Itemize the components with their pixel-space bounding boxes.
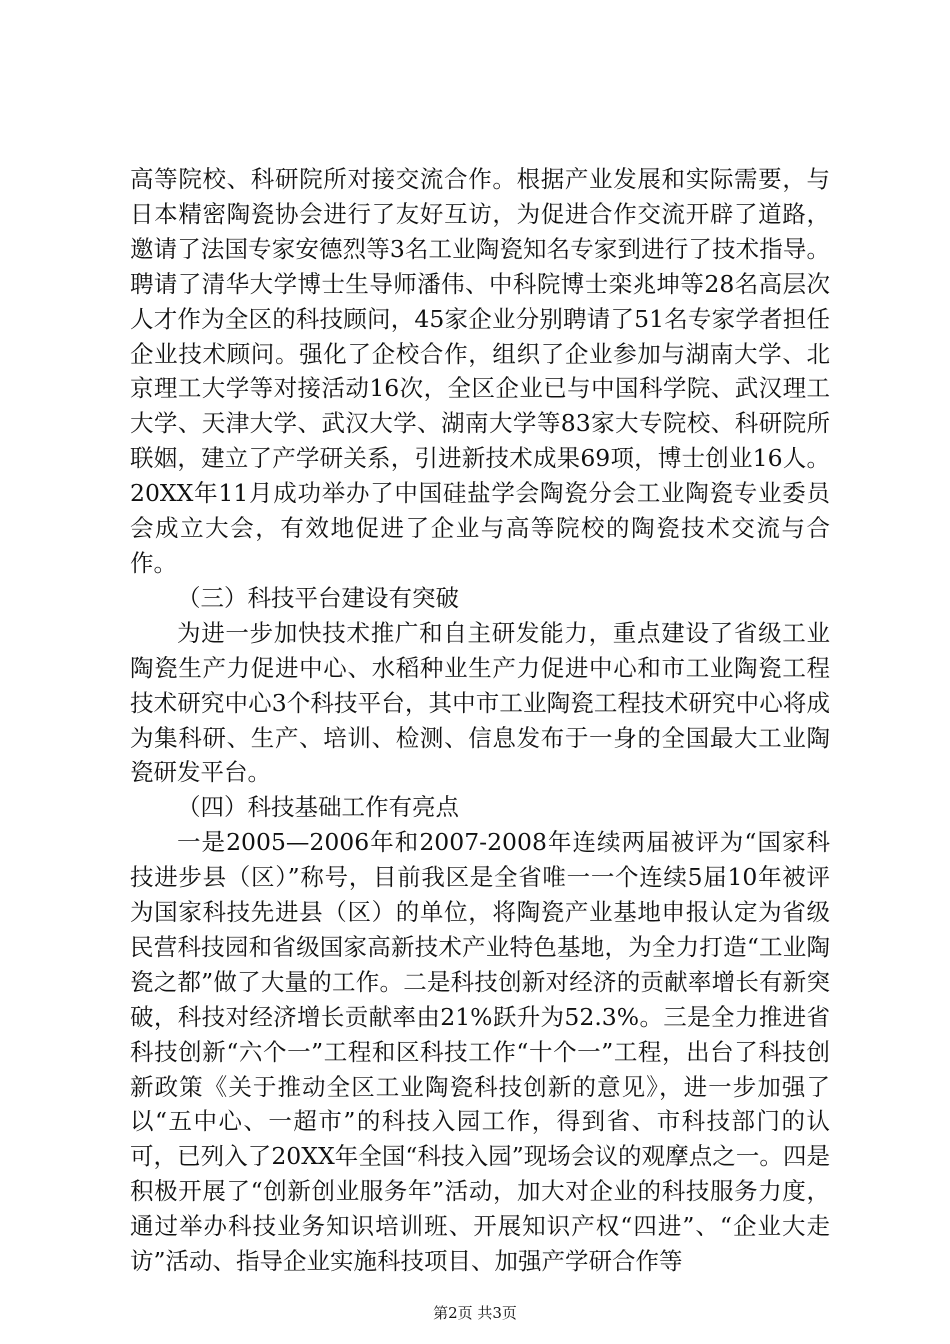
page-footer: 第2页 共3页 bbox=[433, 1304, 517, 1322]
document-body bbox=[130, 162, 830, 1279]
paragraph-foundation: 一是2005—2006年和2007-2008年连续两届被评为“国家科技进步县（区）”称号，目前我区是全省唯一一个连续5届10年被评为国家科技先进县（区）的单位，将陶瓷产业基地申报认定为省级民营科技园和省级国家高新技术产业特色基地，为全力打造“工业陶瓷之都”做了大量的工作。二是科技创新对经济的贡献率增长有新突破，科技对经济增长贡献率由21%跃升为52.3%。三是全力推进省科技创新“六个一”工程和区科技工作“十个一”工程，出台了科技创新政策《关于推动全区工业陶瓷科技创新的意见》，进一步加强了以“五中心、一超市”的科技入园工作，得到省、市科技部门的认可，已列入了20XX年全国“科技入园”现场会议的观摩点之一。四是积极开展了“创新创业服务年”活动，加大对企业的科技服务力度，通过举办科技业务知识培训班、开展知识产权“四进”、“企业大走访”活动、指导企业实施科技项目、加强产学研合作等 bbox=[130, 828, 830, 1276]
section-heading-3: （三）科技平台建设有突破 bbox=[177, 583, 459, 612]
section-heading-4: （四）科技基础工作有亮点 bbox=[177, 793, 459, 822]
paragraph-platform: 为进一步加快技术推广和自主研发能力，重点建设了省级工业陶瓷生产力促进中心、水稻种业生产力促进中心和市工业陶瓷工程技术研究中心3个科技平台，其中市工业陶瓷工程技术研究中心将成为集科研、生产、培训、检测、信息发布于一身的全国最大工业陶瓷研发平台。 bbox=[130, 618, 830, 787]
paragraph-cooperation: 高等院校、科研院所对接交流合作。根据产业发展和实际需要，与日本精密陶瓷协会进行了友好互访，为促进合作交流开辟了道路，邀请了法国专家安德烈等3名工业陶瓷知名专家到进行了技术指导。聘请了清华大学博士生导师潘伟、中科院博士栾兆坤等28名高层次人才作为全区的科技顾问，45家企业分别聘请了51名专家学者担任企业技术顾问。强化了企校合作，组织了企业参加与湖南大学、北京理工大学等对接活动16次，全区企业已与中国科学院、武汉理工大学、天津大学、武汉大学、湖南大学等83家大专院校、科研院所联姻，建立了产学研关系，引进新技术成果69项，博士创业16人。20XX年11月成功举办了中国硅盐学会陶瓷分会工业陶瓷专业委员会成立大会，有效地促进了企业与高等院校的陶瓷技术交流与合作。 bbox=[130, 165, 830, 577]
